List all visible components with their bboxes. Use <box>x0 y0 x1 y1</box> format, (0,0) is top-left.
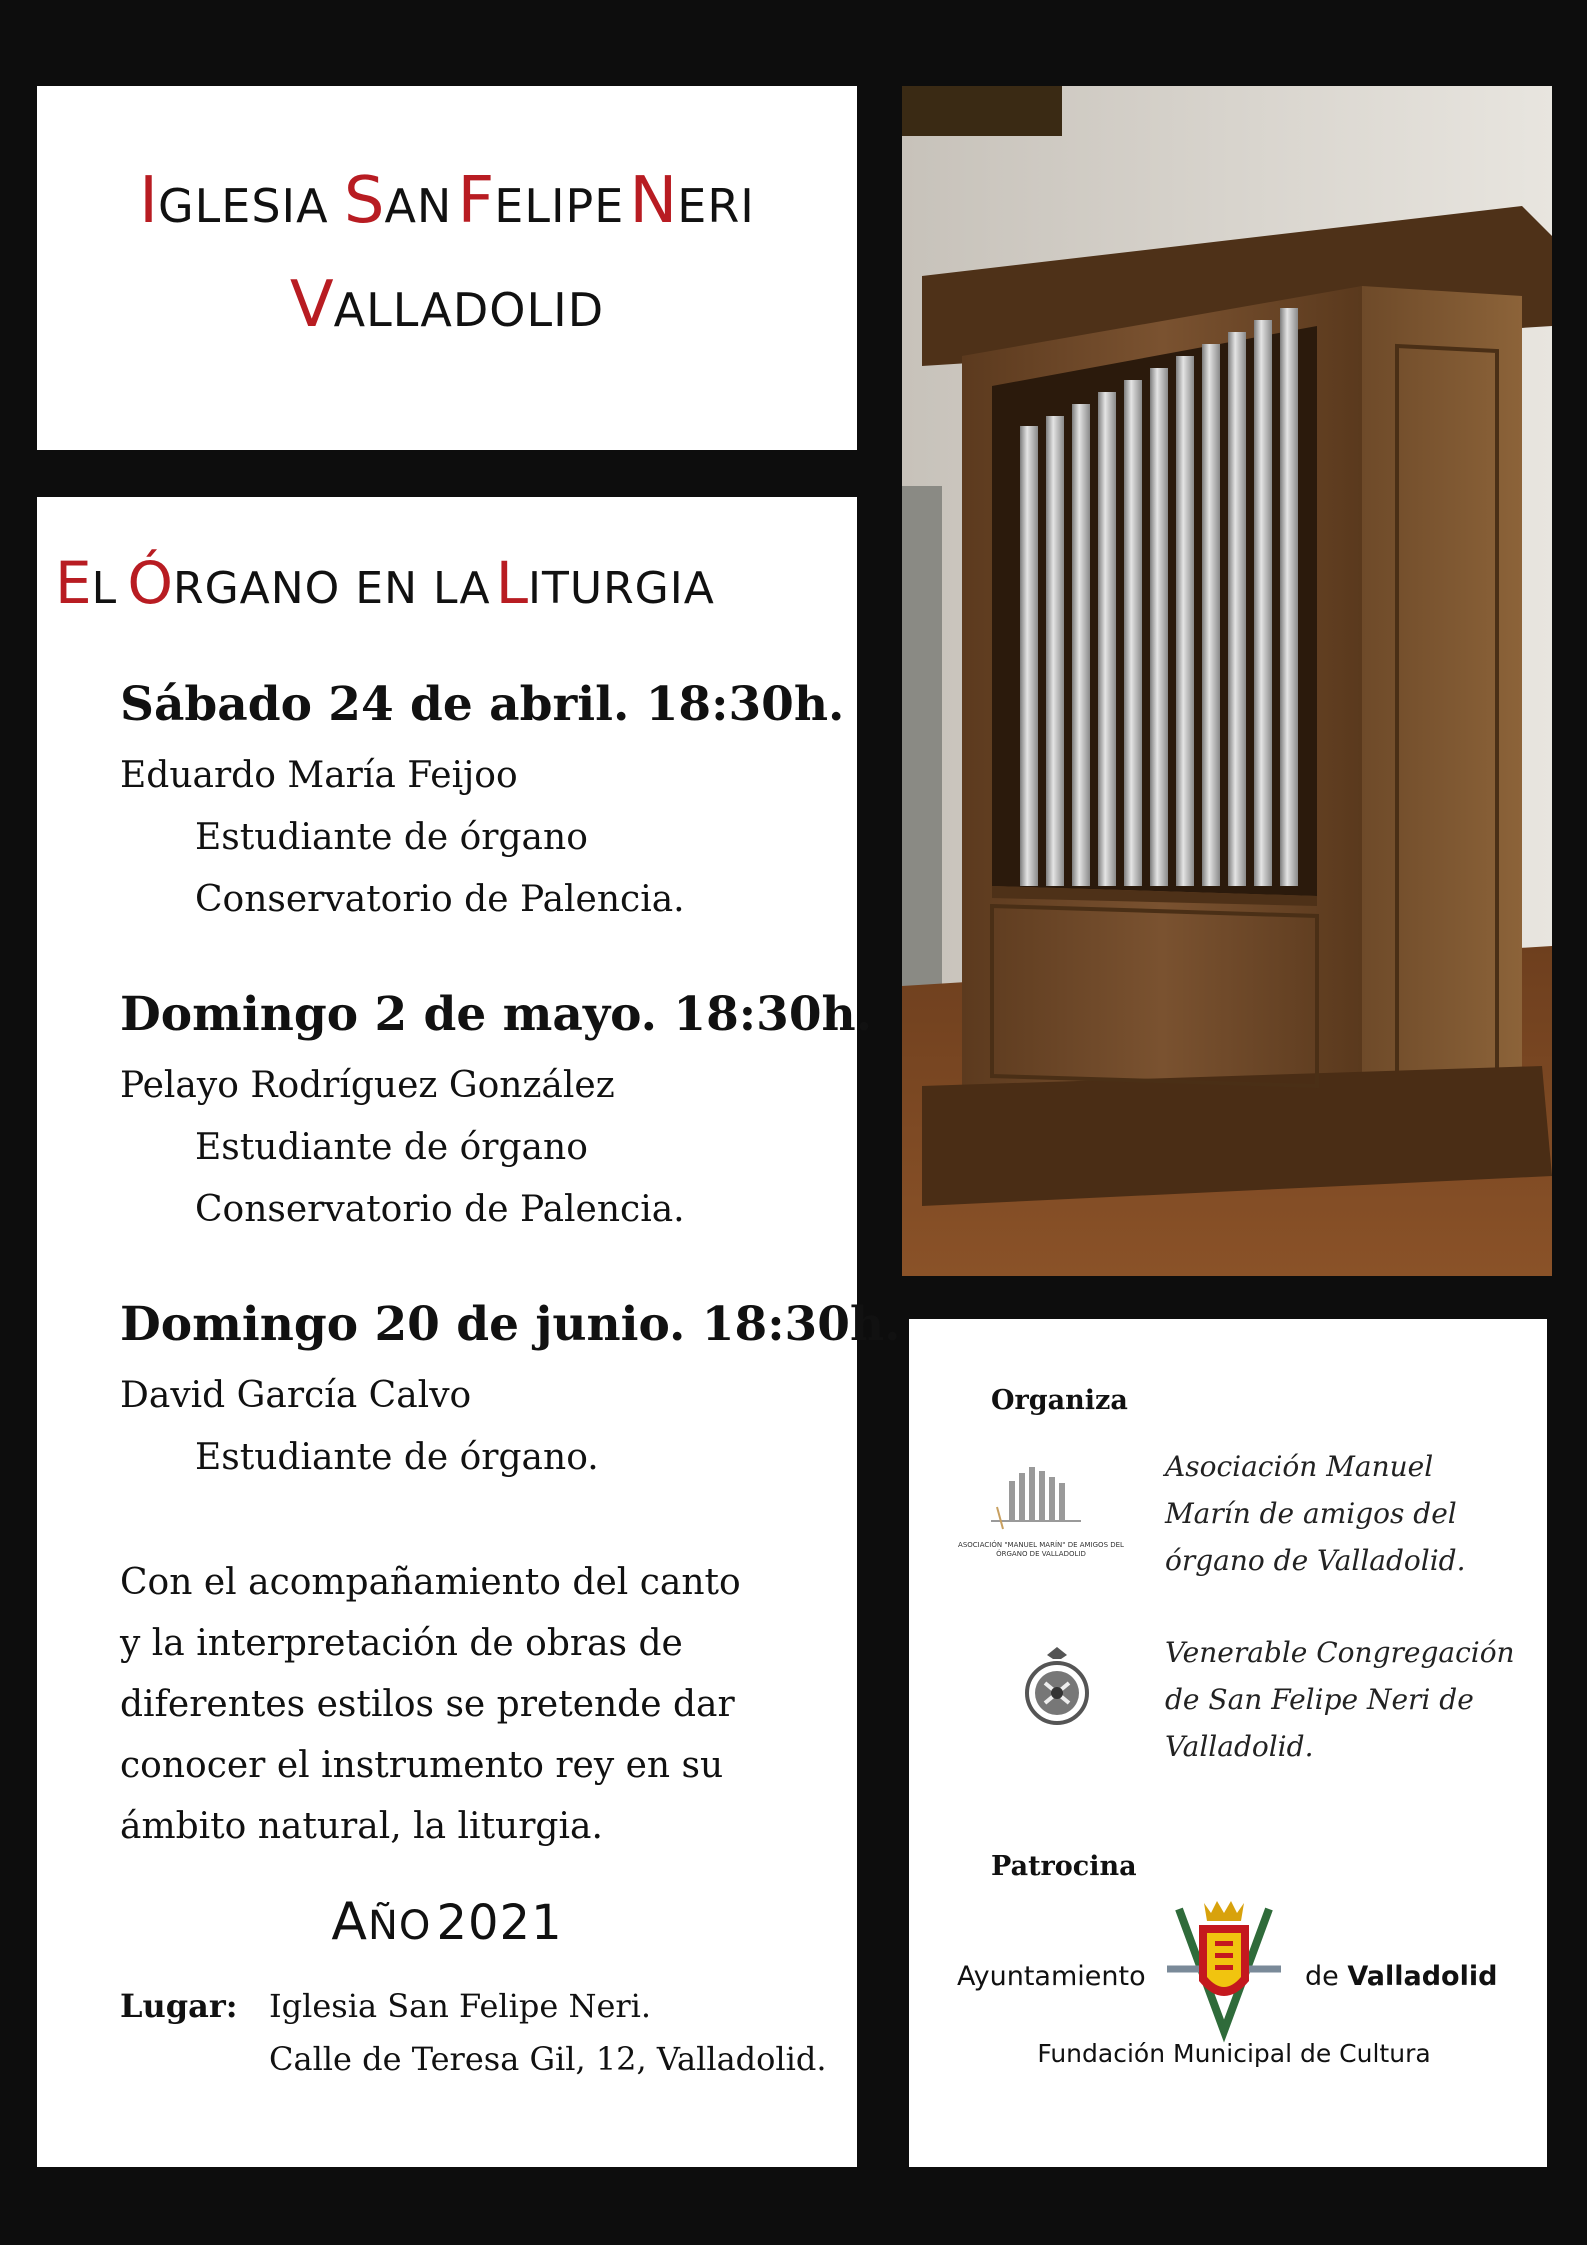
word-neri: NERI <box>629 164 755 238</box>
description-line: ámbito natural, la liturgia. <box>120 1806 603 1847</box>
organ-pipe <box>1124 380 1142 886</box>
organ-pipes-logo-icon <box>951 1459 1131 1539</box>
description-line: conocer el instrumento rey en su <box>120 1745 724 1786</box>
organizer-congregation: Venerable Congregación de San Felipe Neri de Valladolid. <box>1165 1636 1515 1763</box>
program-panel <box>37 497 901 2167</box>
description-line: Con el acompañamiento del canto <box>120 1562 741 1603</box>
association-logo-text: ASOCIACIÓN "MANUEL MARÍN" DE AMIGOS DEL ÓRGANO DE VALLADOLID <box>958 1541 1124 1558</box>
event-performer: Pelayo Rodríguez González <box>120 1065 615 1106</box>
church-name <box>37 164 857 238</box>
location-line: Iglesia San Felipe Neri. <box>269 1987 652 2025</box>
organ-pipe <box>1072 404 1090 886</box>
valladolid-coat-of-arms-icon <box>1159 1899 1289 2049</box>
organ-image <box>902 86 1552 1276</box>
organ-pipe <box>1202 344 1220 886</box>
series-title: EL ÓRGANO EN LA LITURGIA <box>55 549 715 617</box>
organ-photo <box>902 86 1552 1276</box>
year-label: AÑO 2021 <box>331 1892 563 1952</box>
location-label: Lugar: <box>120 1987 238 2025</box>
event-performer: David García Calvo <box>120 1375 472 1416</box>
sponsor-foundation: Fundación Municipal de Cultura <box>1037 2039 1431 2068</box>
organ-pipe <box>1046 416 1064 886</box>
word-san: SAN <box>343 164 453 238</box>
association-logo <box>951 1459 1131 1569</box>
word-iglesia: IGLESIA <box>139 164 329 238</box>
description-line: diferentes estilos se pretende dar <box>120 1684 735 1725</box>
organ-pipe <box>1176 356 1194 886</box>
organ-pipe <box>1020 426 1038 886</box>
event-role: Estudiante de órgano. <box>195 1437 599 1478</box>
event-date: Domingo 2 de mayo. 18:30h. <box>120 987 873 1042</box>
crest-icon <box>1017 1641 1097 1737</box>
word-felipe: FELIPE <box>457 164 625 238</box>
organ-pipe <box>1150 368 1168 886</box>
frame-corner <box>902 86 1062 136</box>
organ-pipe <box>1098 392 1116 886</box>
city-name: VALLADOLID <box>289 268 605 342</box>
description-line: y la interpretación de obras de <box>120 1623 683 1664</box>
event-school: Conservatorio de Palencia. <box>195 1189 685 1230</box>
patrocina-label: Patrocina <box>991 1851 1137 1882</box>
organiza-label: Organiza <box>991 1385 1128 1416</box>
event-role: Estudiante de órgano <box>195 1127 588 1168</box>
sponsor-ayuntamiento: Ayuntamiento <box>957 1961 1146 1992</box>
event-date: Sábado 24 de abril. 18:30h. <box>120 677 845 732</box>
title-panel <box>37 86 857 450</box>
organizers-panel <box>909 1319 1547 2167</box>
event-date: Domingo 20 de junio. 18:30h. <box>120 1297 901 1352</box>
organ-pipe <box>1228 332 1246 886</box>
organ-pipe <box>1280 308 1298 886</box>
pillar <box>902 486 942 1046</box>
event-role: Estudiante de órgano <box>195 817 588 858</box>
sponsor-valladolid: de Valladolid <box>1305 1961 1498 1992</box>
event-performer: Eduardo María Feijoo <box>120 755 518 796</box>
sponsor-logo <box>939 1899 1529 2099</box>
congregation-crest <box>1017 1641 1097 1741</box>
location-line: Calle de Teresa Gil, 12, Valladolid. <box>269 2040 827 2078</box>
organizer-association: Asociación Manuel Marín de amigos del órgano de Valladolid. <box>1165 1450 1466 1577</box>
organ-pipe <box>1254 320 1272 886</box>
event-school: Conservatorio de Palencia. <box>195 879 685 920</box>
